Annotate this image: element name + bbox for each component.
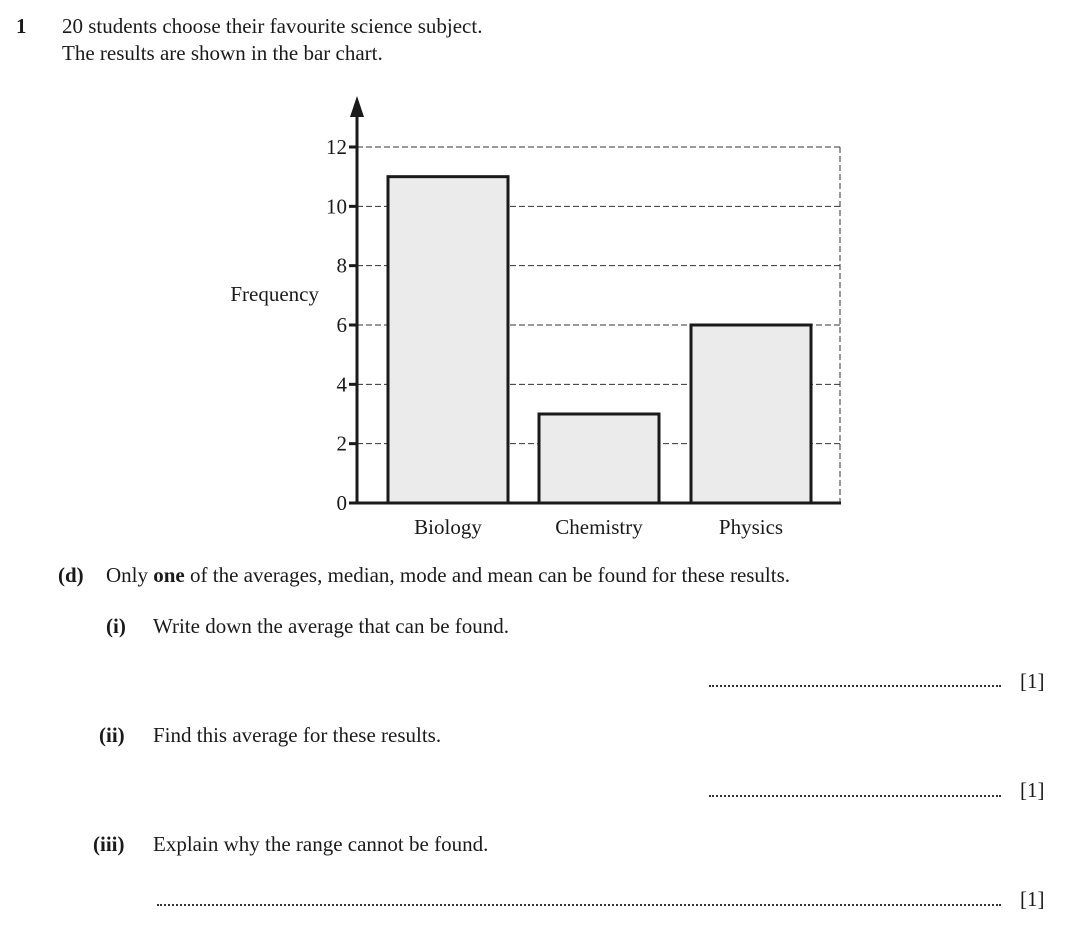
subpart-iii-text: Explain why the range cannot be found. xyxy=(153,832,489,856)
x-tick-label: Physics xyxy=(718,515,784,539)
question-stem-line-1: 20 students choose their favourite science subject. xyxy=(62,14,483,38)
chart-y-ticks xyxy=(326,135,357,515)
x-tick-label: Biology xyxy=(414,515,482,539)
subpart-ii-text: Find this average for these results. xyxy=(153,723,442,747)
part-d-text: Only one of the averages, median, mode and mean can be found for these results. xyxy=(106,563,791,587)
mark-iii: [1] xyxy=(1020,887,1045,911)
mark-i: [1] xyxy=(1020,669,1045,693)
bar-chemistry xyxy=(539,414,659,503)
y-axis-label: Frequency xyxy=(230,282,319,306)
subpart-i-label: (i) xyxy=(106,614,126,638)
y-tick-label: 8 xyxy=(336,253,347,278)
bar-biology xyxy=(388,177,508,503)
emphasis-one: one xyxy=(153,563,185,587)
y-tick-label: 2 xyxy=(336,431,347,456)
y-tick-label: 6 xyxy=(336,313,347,337)
part-d-label: (d) xyxy=(58,563,84,587)
y-tick-label: 12 xyxy=(326,135,347,159)
y-tick-label: 10 xyxy=(326,194,347,219)
bar-physics xyxy=(691,325,811,503)
subpart-iii-label: (iii) xyxy=(93,832,125,856)
chart-x-labels xyxy=(414,515,783,539)
mark-ii: [1] xyxy=(1020,778,1045,802)
x-tick-label: Chemistry xyxy=(555,515,643,539)
answer-line-iii[interactable] xyxy=(157,904,1001,906)
answer-line-i[interactable] xyxy=(709,685,1001,687)
question-stem-line-2: The results are shown in the bar chart. xyxy=(62,41,383,65)
answer-line-ii[interactable] xyxy=(709,795,1001,797)
question-number: 1 xyxy=(16,14,27,38)
chart-bars xyxy=(388,177,811,503)
y-tick-label: 0 xyxy=(336,491,347,515)
y-axis-arrow-icon xyxy=(350,96,364,117)
subpart-ii-label: (ii) xyxy=(99,723,125,747)
y-tick-label: 4 xyxy=(336,372,347,397)
subpart-i-text: Write down the average that can be found. xyxy=(153,614,510,638)
